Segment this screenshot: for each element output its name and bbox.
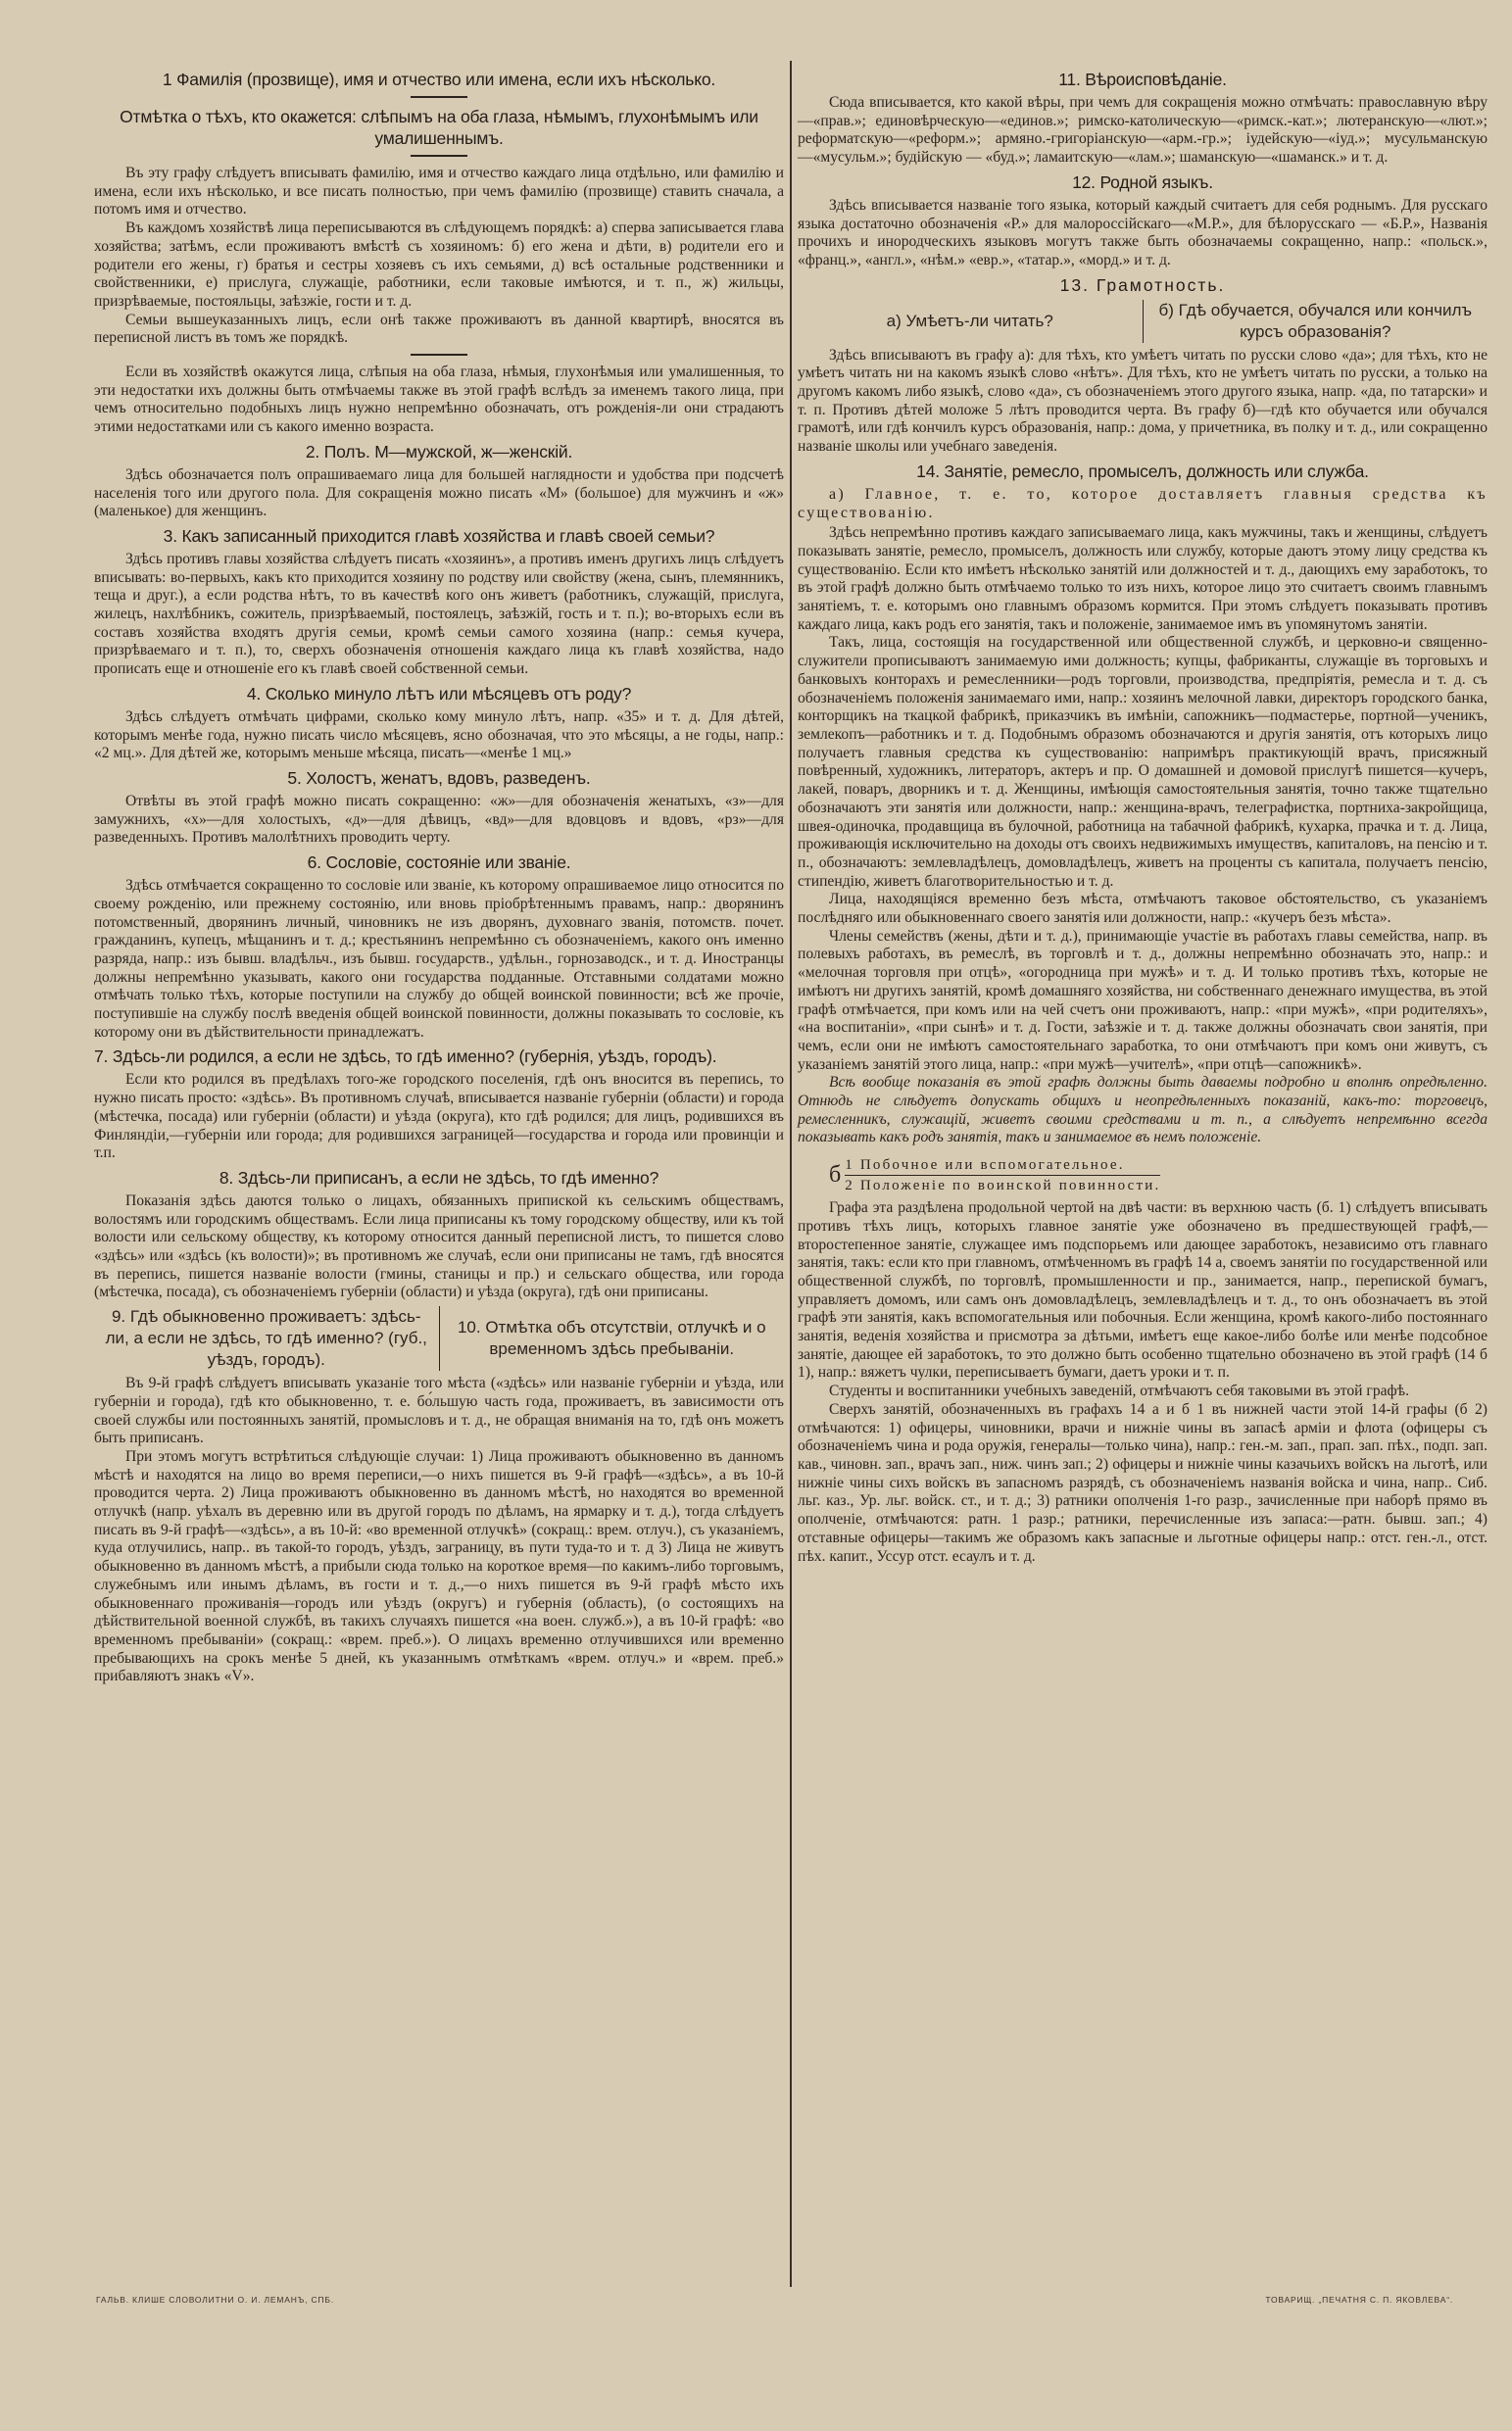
subheading-a: а) Умѣетъ-ли читать? — [798, 300, 1144, 343]
paragraph: Сверхъ занятій, обозначенныхъ въ графахъ 14 а и б 1 въ нижней части этой 14-й графы (б 2) отмѣчаются: 1) офицеры, чиновники, врачи и нижніе чины въ запасѣ арміи и флота (офицеры съ обозначеніемъ чина и рода оружія, генералы—только чина), напр.: ген.-м. зап., прап. зап. пѣх., подп. зап. кав., чиновн. зап., врачъ зап., ниж. чинъ зап.; 2) офицеры и нижніе чины казачьихъ войскъ на льготѣ, или нижніе чины сихъ войскъ въ запасномъ разрядѣ, съ обозначеніемъ названія войска и чина, напр.. Сиб. льг. каз., Ур. льг. войск. ст., и т. д.; 3) ратники ополченія 1-го разр., зачисленные при наборѣ прямо въ ополченіе, отмѣчаются: ратн. 1 разр.; ратники, перечисленные изъ запаса:—ратн. бывш. зап.; 4) отставные офицеры—такимъ же образомъ какъ запасные и льготные офицеры напр.: отст. ген.-л., отст. пѣх. капит., Уссур отст. есаулъ и т. д. — [798, 1400, 1488, 1565]
paragraph: Члены семействъ (жены, дѣти и т. д.), принимающіе участіе въ работахъ главы семейства, напр. въ полевыхъ работахъ, въ ремеслѣ, въ торговлѣ и т. д., должны непремѣнно обозначать это, напр.: и «мелочная торговля при отцѣ», «огородница при мужѣ» и т. д. И только противъ тѣхъ, которые не имѣютъ ни другихъ занятій, кромѣ домашняго хозяйства, ни собственнаго денежнаго имущества, въ этой графѣ отмѣчается, при комъ или на чей счетъ они проживаютъ, напр.: «при мужѣ», «при родителяхъ», «на воспитаніи», «при сынѣ» и т. д. Гости, заѣзжіе и т. д. также должны обозначать свои занятія, при чемъ, если они не имѣютъ самостоятельнаго заработка, то они отмѣчаютъ при комъ они живутъ, съ указаніемъ занятій этого лица, напр.: «при мужѣ—учителѣ», «при отцѣ—сапожникѣ». — [798, 927, 1488, 1073]
section-heading: 2. Полъ. М—мужской, ж—женскій. — [305, 441, 573, 462]
b-parts — [845, 1155, 1160, 1195]
section-3-relation — [94, 525, 784, 679]
section-heading: 14. Занятіе, ремесло, промыселъ, должность или служба. — [916, 461, 1369, 481]
b-letter: б — [829, 1162, 842, 1189]
paragraph: Показанія здѣсь даются только о лицахъ, обязанныхъ припиской къ сельскимъ обществамъ, волостямъ или городскимъ обществамъ. Если лица приписаны къ тому городскому обществу, или къ той волости или сельскому обществу, къ которому относится данный переписной листъ, то пишется слово «здѣсь» или «здѣсь (къ волости)»; въ противномъ же случаѣ, если они приписаны не тамъ, гдѣ вносятся въ перепись, пишется названіе волости (гмины, станицы и пр.) и сельскаго общества, или города (мѣстечка, посада), съ обозначеніемъ губерніи (области) и уѣзда (округа), гдѣ они приписаны. — [94, 1191, 784, 1301]
b2-label: 2 Положеніе по воинской повинности. — [845, 1178, 1161, 1194]
paragraph: Сюда вписывается, кто какой вѣры, при чемъ для сокращенія можно отмѣчать: православную вѣру—«прав.»; единовѣрческую—«единов.»; римско-католическую—«римск.-кат.»; лютеранскую—«лют.»; реформатскую—«реформ.»; армяно.-григоріанскую—«арм.-гр.»; іудейскую—«іуд.»; мусульманскую—«мусульм.»; будійскую — «буд.»; ламаитскую—«лам.»; шаманскую—«шаманск.» и т. д. — [798, 94, 1488, 167]
section-heading: 11. Вѣроисповѣданіе. — [1058, 70, 1227, 89]
section-13-literacy — [798, 274, 1488, 457]
section-8-registration — [94, 1167, 784, 1302]
section-heading: 3. Какъ записанный приходится главѣ хозяйства и главѣ своей семьи? — [163, 525, 715, 546]
section-9-heading: 9. Гдѣ обыкновенно проживаетъ: здѣсь-ли, а если не здѣсь, то гдѣ именно? (губ., уѣздъ, городъ). — [94, 1306, 440, 1371]
divider-rule — [411, 354, 467, 356]
section-heading: 5. Холостъ, женатъ, вдовъ, разведенъ. — [287, 767, 591, 788]
b1-label: 1 Побочное или вспомогательное. — [845, 1155, 1160, 1176]
section-10-heading: 10. Отмѣтка объ отсутствіи, отлучкѣ и о временномъ здѣсь пребываніи. — [457, 1318, 766, 1359]
section-5-marital — [94, 767, 784, 848]
paragraph: Въ каждомъ хозяйствѣ лица переписываются въ слѣдующемъ порядкѣ: а) сперва записывается глава хозяйства; затѣмъ, если проживаютъ вмѣстѣ съ хозяиномъ: б) его жена и дѣти, в) родители его и родители его жены, г) братья и сестры хозяевъ съ ихъ семьями, д) всѣ остальные родственники и свойственники, е) прислуга, служащіе, работники, если таковые имѣются, и т. п., ж) жильцы, призрѣваемые, постояльцы, заѣзжіе, гости и т. д. — [94, 219, 784, 310]
section-7-birthplace — [94, 1045, 784, 1163]
section-heading: 12. Родной языкъ. — [1072, 171, 1213, 192]
section-1-name — [94, 69, 784, 437]
paragraph: Въ 9-й графѣ слѣдуетъ вписывать указаніе того мѣста («здѣсь» или названіе губерніи и уѣзда, или губерніи и города), гдѣ кто обыкновенно, т. е. бо́льшую часть года, проживаетъ, въ зависимости отъ своей службы или постоянныхъ занятій, промысловъ и т. д., не обращая вниманія на то, гдѣ онъ можетъ быть приписанъ. — [94, 1375, 784, 1447]
paragraph: Здѣсь обозначается полъ опрашиваемаго лица для большей наглядности и удобства при подсчетѣ населенія того или другого пола. Для сокращенія можно писать «М» (большое) для мужчинъ и «ж» (маленькое) для женщинъ. — [94, 465, 784, 520]
section-12-language — [798, 171, 1488, 270]
paragraph: Здѣсь слѣдуетъ отмѣчать цифрами, сколько кому минуло лѣтъ, напр. «35» и т. д. Для дѣтей, которымъ менѣе года, нужно писать число мѣсяцевъ, ясно обозначая, что это мѣсяцы, а не годы, напр.: «2 мц.». Для дѣтей же, которымъ меньше мѣсяца, писать—«менѣе 1 мц.» — [94, 707, 784, 762]
divider-rule — [411, 96, 467, 98]
section-2-sex — [94, 441, 784, 521]
subheading-b: б) Гдѣ обучается, обучался или кончилъ курсъ образованія? — [1158, 300, 1472, 341]
section-heading: 7. Здѣсь-ли родился, а если не здѣсь, то гдѣ именно? (губернія, уѣздъ, городъ). — [94, 1046, 717, 1067]
section-heading: 6. Сословіе, состояніе или званіе. — [307, 852, 571, 873]
paragraph: Студенты и воспитанники учебныхъ заведеній, отмѣчаютъ себя таковыми въ этой графѣ. — [829, 1383, 1410, 1400]
column-divider — [790, 61, 792, 2287]
paragraph: Семьи вышеуказанныхъ лицъ, если онѣ также проживаютъ въ данной квартирѣ, вносятся въ переписной листъ въ томъ же порядкѣ. — [94, 311, 784, 347]
split-headings — [94, 1306, 784, 1371]
section-heading: 8. Здѣсь-ли приписанъ, а если не здѣсь, то гдѣ именно? — [219, 1167, 659, 1188]
section-heading: Отмѣтка о тѣхъ, кто окажется: слѣпымъ на оба глаза, нѣмымъ, глухонѣмымъ или умалишеннымъ. — [120, 107, 758, 148]
left-column — [94, 65, 784, 1686]
split-headings — [798, 300, 1488, 343]
printer-credit-right: ТОВАРИЩ. „ПЕЧАТНЯ С. П. ЯКОВЛЕВА“. — [1265, 2295, 1453, 2305]
printer-credit-left: ГАЛЬВ. КЛИШЕ СЛОВОЛИТНИ О. И. ЛЕМАНЪ, СПБ. — [96, 2295, 334, 2305]
section-14-occupation — [798, 461, 1488, 1566]
section-11-religion — [798, 69, 1488, 168]
paragraph: Здѣсь отмѣчается сокращенно то сословіе или званіе, къ которому опрашиваемое лицо относится по своему рожденію, или прежнему состоянію, или вновь пріобрѣтеннымъ правамъ, напр.: дворянинъ потомственный, дворянинъ личный, чиновникъ не изъ дворянъ, духовнаго званія, потомств. почет. гражданинъ, купецъ, мѣщанинъ и т. д.; крестьянинъ непремѣнно съ обозначеніемъ, какого онъ именно разряда, напр.: изъ бывш. владѣльч., изъ бывш. государств., удѣльн., горнозаводск., и т. д. Иностранцы должны непремѣнно указывать, какого они государства подданные. Отставными солдатами можно отмѣчать только тѣхъ, которые поступили на службу до общей воинской повинности; всѣ же прочіе, поступившіе на службу послѣ введенія общей воинской повинности, должны показывать то сословіе, къ которому они въ дѣйствительности принадлежатъ. — [94, 877, 784, 1041]
paragraph: Здѣсь вписываютъ въ графу а): для тѣхъ, кто умѣетъ читать по русски слово «да»; для тѣхъ, кто не умѣетъ читать ни на какомъ языкѣ слово «нѣтъ». Для тѣхъ, кто не умѣетъ читать по русски, а только на другомъ какомъ либо языкѣ, слово «да», съ обозначеніемъ этого другого языка, напр. «да, по татарски» и т. п. Противъ дѣтей моложе 5 лѣтъ проводится черта. Въ графу б)—гдѣ кто обучается или обучался грамотѣ, или гдѣ кончилъ курсъ образованія, напр.: дома, у причетника, въ полку и т. д., или сокращенно названіе школы или учебнаго заведенія. — [798, 346, 1488, 456]
paragraph: Здѣсь противъ главы хозяйства слѣдуетъ писать «хозяинъ», а противъ именъ другихъ лицъ слѣдуетъ вписывать: во-первыхъ, какъ кто приходится хозяину по родству или свойству (жена, сынъ, племянникъ, теща и друг.), а если родства нѣтъ, то въ качествѣ кого онъ живетъ (работникъ, служащій, прислуга, жилецъ, нахлѣбникъ, сожитель, призрѣваемый, постоялецъ, заѣзжій, гость и т. п.); во-вторыхъ если въ составъ хозяйства входятъ другія семьи, кромѣ семьи самого хозяина (напр.: семья кучера, призрѣваемаго и т. п.), то, сверхъ обозначенія отношенія каждаго лица къ главѣ хозяйства, надо прописать еще и отношеніе его къ главѣ своей собственной семьи. — [94, 550, 784, 678]
paragraph: Графа эта раздѣлена продольной чертой на двѣ части: въ верхнюю часть (б. 1) слѣдуетъ вписывать противъ тѣхъ лицъ, которыхъ главное занятіе уже обозначено въ предшествующей графѣ,—второстепенное занятіе, служащее имъ подспорьемъ или дающее заработокъ, независимо отъ главнаго занятія, такъ: если кто при главномъ, отмѣченномъ въ графѣ 14 а, своемъ занятіи по государственной или общественной службѣ, по торговлѣ, промышленности и пр., занимается, напр., перепиской бумагъ, управляетъ домомъ, или самъ онъ домовладѣлецъ, землевладѣлецъ и т. д., то онъ обозначаетъ въ этой графѣ эти занятія, какъ вспомогательныя или побочныя. Если женщина, кромѣ какого-либо постояннаго занятія, веденія хозяйства и присмотра за дѣтьми, имѣетъ еще какое-либо болѣе или менѣе подсобное занятіе, дающее ей заработокъ, то это должно быть особенно тщательно обозначено въ этой графѣ (14 б 1), напр.: вяжетъ чулки, переписываетъ бумаги, даетъ уроки и т. п. — [798, 1199, 1488, 1382]
divider-rule — [411, 155, 467, 157]
subheading-b-fraction — [829, 1155, 1488, 1195]
subheading-a: а) Главное, т. е. то, которое доставляетъ главныя средства къ существованію. — [798, 485, 1488, 521]
section-heading: 4. Сколько минуло лѣтъ или мѣсяцевъ отъ роду? — [246, 683, 632, 704]
paragraph: Если въ хозяйствѣ окажутся лица, слѣпыя на оба глаза, нѣмыя, глухонѣмыя или умалишенныя, то эти недостатки ихъ должны быть отмѣчаемы также въ этой графѣ вслѣдъ за именемъ такого лица, при чемъ относительно подобныхъ лицъ нужно непремѣнно обозначать, отъ рожденія-ли они страдаютъ этими недостатками или съ какого именно возраста. — [94, 364, 784, 436]
paragraph: При этомъ могутъ встрѣтиться слѣдующіе случаи: 1) Лица проживаютъ обыкновенно въ данномъ мѣстѣ и находятся на лицо во время переписи,—о нихъ пишется въ 9-й графѣ—«здѣсь», а въ 10-й проводится черта. 2) Лица проживаютъ обыкновенно въ данномъ мѣстѣ, но находятся во временной отлучкѣ (напр. уѣхалъ въ деревню или въ другой городъ по дѣламъ, на ярмарку и т. д.), тогда слѣдуетъ писать въ 9-й графѣ—«здѣсь», а въ 10-й: «во временной отлучкѣ» (сокращ.: врем. отлуч.), съ указаніемъ, куда отлучились, напр.. въ такой-то городъ, уѣздъ, заграницу, въ пути туда-то и т. д 3) Лица не живутъ обыкновенно въ данномъ мѣстѣ, а прибыли сюда только на короткое время—по какимъ-либо торговымъ, служебнымъ или инымъ дѣламъ, въ гости и т. д.,—о нихъ пишется въ 9-й графѣ мѣсто ихъ обыкновеннаго проживанія—городъ или уѣздъ (округъ) и губернія (область), (о состоящихъ на дѣйствительной военной службѣ, въ такихъ случаяхъ пишется «на воен. служб.»), а въ 10-й графѣ: «во временномъ пребываніи» (сокращ.: «врем. преб.»). О лицахъ временно отлучившихся или временно пребывающихъ на срокъ менѣе 5 дней, къ указаннымъ отмѣткамъ «врем. отлуч.» и «врем. преб.» прибавляютъ знакъ «V». — [94, 1447, 784, 1685]
section-9-10-residence — [94, 1306, 784, 1686]
right-column — [798, 65, 1488, 1566]
section-6-estate — [94, 851, 784, 1042]
section-heading: 13. Грамотность. — [1059, 274, 1226, 295]
section-heading: 1 Фамилія (прозвище), имя и отчество или имена, если ихъ нѣсколько. — [162, 70, 716, 89]
paragraph: Если кто родился въ предѣлахъ того-же городского поселенія, гдѣ онъ вносится въ перепись, то нужно писать просто: «здѣсь». Въ противномъ случаѣ, вписывается названіе губерніи (области) и города (мѣстечка, посада) или губерніи (области) и уѣзда (округа), кто гдѣ родился; для лицъ, родившихся въ Финляндіи,—губерніи или города; для родившихся заграницей—государства и города или провинціи и т.п. — [94, 1071, 784, 1162]
paragraph: Лица, находящіяся временно безъ мѣста, отмѣчаютъ таковое обстоятельство, съ указаніемъ послѣдняго или обыкновеннаго своего занятія или должности, напр.: «кучеръ безъ мѣста». — [798, 891, 1488, 927]
paragraph: Здѣсь непремѣнно противъ каждаго записываемаго лица, какъ мужчины, такъ и женщины, слѣдуетъ показывать занятіе, ремесло, промыселъ, должность или службу, которые даютъ этому лицу средства къ существованію. Если кто имѣетъ нѣсколько занятій или должностей и т. д., дающихъ ему заработокъ, то въ этой графѣ должно быть отмѣчаемо только то изъ нихъ, которое лицо это считаетъ своимъ главнымъ занятіемъ, т. е. которымъ оно главнымъ образомъ кормится. При этомъ слѣдуетъ показывать противъ каждаго лица, какъ родъ его занятія, такъ и положеніе, занимаемое имъ въ упомянутомъ занятіи. — [798, 524, 1488, 633]
paragraph: Здѣсь вписывается названіе того языка, который каждый считаетъ для себя роднымъ. Для русскаго языка достаточно обозначенія «Р.» для малороссійскаго—«М.Р.», для бѣлорусскаго — «Б.Р.», Названія прочихъ и инородческихъ языковъ могутъ также быть обозначаемы сокращенно, напр.: «польск.», «франц.», «англ.», «нѣм.» «евр.», «татар.», «морд.» и т. д. — [798, 196, 1488, 268]
section-4-age — [94, 683, 784, 763]
paragraph: Всѣ вообще показанія въ этой графѣ должны быть даваемы подробно и вполнѣ опредѣленно. Отнюдь не слѣдуетъ допускать общихъ и неопредѣленныхъ показаній, какъ-то: торговецъ, ремесленникъ, служащій, живетъ своими средствами и т. п., а слѣдуетъ непремѣнно всегда показывать какъ родъ занятія, такъ и занимаемое въ немъ положеніе. — [798, 1074, 1488, 1146]
paragraph: Такъ, лица, состоящія на государственной или общественной службѣ, и церковно-и священно-служители прописываютъ занимаемую ими должность; купцы, фабриканты, служащіе въ торговыхъ и банковыхъ конторахъ и ремесленники—родъ торговли, производства, предпріятія, ремесла и т. д. съ обозначеніемъ положенія занимаемаго ими, напр.: хозяинъ мелочной лавки, директоръ городского банка, конторщикъ на ткацкой фабрикѣ, приказчикъ въ имѣніи, сапожникъ—подмастерье, портной—ученикъ, землекопъ—работникъ и т. д. Подобнымъ образомъ обозначаются и другія занятія, отъ которыхъ лицо получаетъ главныя средства къ существованію: напримѣръ практикующій врачъ, присяжный повѣренный, художникъ, литераторъ, актеръ и пр. О домашней и домовой прислугѣ пишется—кучеръ, лакей, поваръ, дворникъ и т. д. Женщины, имѣющія самостоятельныя занятія, точно также тщательно обозначаютъ эти занятія или должности, напр.: женщина-врачъ, телеграфистка, портниха-закройщица, швея-одиночка, продавщица въ булочной, работница на табачной фабрикѣ, кухарка, прачка и т. д. Лица, проживающія исключительно на доходы отъ своихъ недвижимыхъ имуществъ, капиталовъ, на пенсію и т. п., обозначаютъ: землевладѣлецъ, домовладѣлецъ, живетъ на проценты съ капитала, получаетъ пенсію, стипендію, живетъ благотворительностью и т. д. — [798, 634, 1488, 890]
paragraph: Въ эту графу слѣдуетъ вписывать фамилію, имя и отчество каждаго лица отдѣльно, или фамилію и имена, если ихъ нѣсколько, и все писать полностью, при чемъ фамилію (прозвище) ставить сначала, а потомъ имя и отчество. — [94, 165, 784, 219]
paragraph: Отвѣты въ этой графѣ можно писать сокращенно: «ж»—для обозначенія женатыхъ, «з»—для замужнихъ, «х»—для холостыхъ, «д»—для дѣвицъ, «вд»—для вдовцовъ и вдовъ, «рз»—для разведенныхъ. Противъ малолѣтнихъ проводить черту. — [94, 792, 784, 847]
